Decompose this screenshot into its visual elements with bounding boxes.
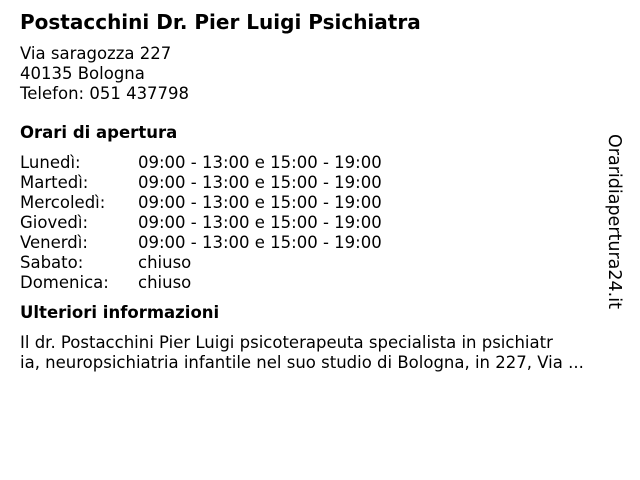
day-label: Martedì: xyxy=(20,173,89,192)
day-label: Venerdì: xyxy=(20,233,88,252)
hours-row-wednesday xyxy=(20,193,620,213)
city-postal: 40135 Bologna xyxy=(20,64,145,83)
day-label: Giovedì: xyxy=(20,213,88,232)
address-block xyxy=(20,44,620,104)
phone-number: Telefon: 051 437798 xyxy=(20,84,190,103)
street-address: Via saragozza 227 xyxy=(20,44,172,63)
additional-info-text xyxy=(20,333,620,373)
hours-row-monday xyxy=(20,153,620,173)
day-label: Mercoledì: xyxy=(20,193,106,212)
time-value: chiuso xyxy=(138,253,192,272)
time-value: 09:00 - 13:00 e 15:00 - 19:00 xyxy=(138,193,382,212)
day-label: Sabato: xyxy=(20,253,84,272)
hours-row-thursday xyxy=(20,213,620,233)
business-listing xyxy=(20,9,620,373)
hours-row-sunday xyxy=(20,273,620,293)
opening-hours-heading: Orari di apertura xyxy=(20,123,178,142)
time-value: 09:00 - 13:00 e 15:00 - 19:00 xyxy=(138,173,382,192)
hours-row-friday xyxy=(20,233,620,253)
hours-row-saturday xyxy=(20,253,620,273)
additional-info-heading: Ulteriori informazioni xyxy=(20,303,220,322)
day-label: Domenica: xyxy=(20,273,109,292)
time-value: 09:00 - 13:00 e 15:00 - 19:00 xyxy=(138,153,382,172)
hours-row-tuesday xyxy=(20,173,620,193)
time-value: chiuso xyxy=(138,273,192,292)
business-title: Postacchini Dr. Pier Luigi Psichiatra xyxy=(20,10,421,34)
info-line: Il dr. Postacchini Pier Luigi psicoterapeuta specialista in psichiatr xyxy=(20,333,553,352)
day-label: Lunedì: xyxy=(20,153,81,172)
info-line: ia, neuropsichiatria infantile nel suo studio di Bologna, in 227, Via ... xyxy=(20,353,584,372)
time-value: 09:00 - 13:00 e 15:00 - 19:00 xyxy=(138,233,382,252)
opening-hours-table xyxy=(20,153,620,293)
site-watermark: Oraridiapertura24.it xyxy=(604,134,624,309)
time-value: 09:00 - 13:00 e 15:00 - 19:00 xyxy=(138,213,382,232)
